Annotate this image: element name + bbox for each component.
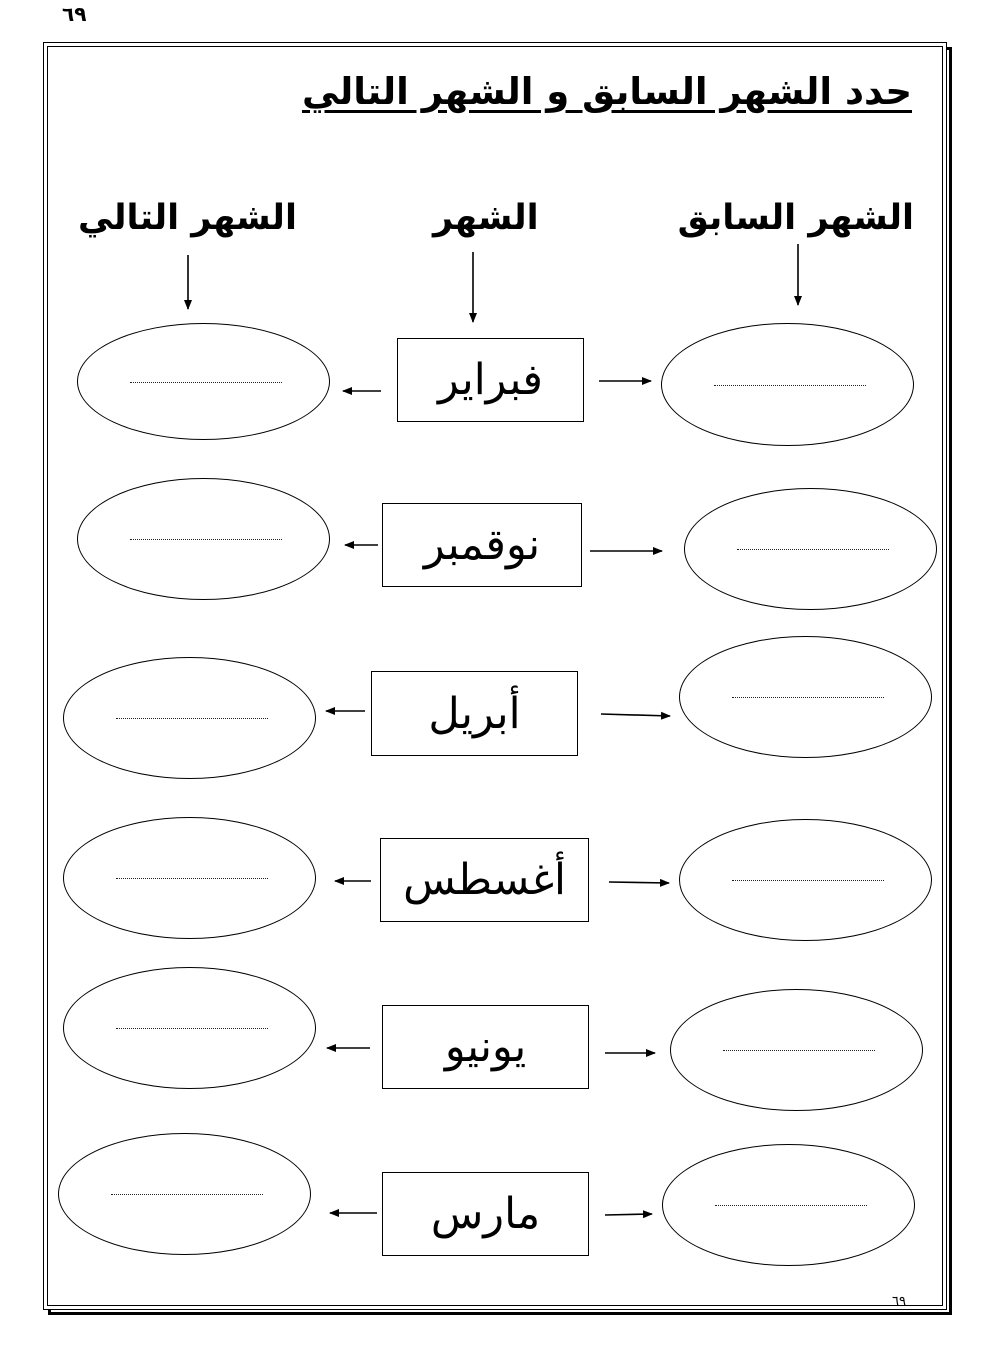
month-name: أغسطس: [403, 855, 566, 905]
month-name: أبريل: [428, 688, 521, 739]
header-previous-month: الشهر السابق: [677, 198, 914, 238]
header-month: الشهر: [433, 198, 539, 238]
month-name: يونيو: [444, 1022, 527, 1072]
arrow-right-icon: [601, 714, 670, 716]
worksheet-title: حدد الشهر السابق و الشهر التالي: [301, 70, 912, 113]
arrow-right-icon: [605, 1214, 652, 1215]
month-name: مارس: [430, 1189, 541, 1239]
month-name: نوقمبر: [423, 520, 541, 570]
header-next-month: الشهر التالي: [78, 198, 297, 238]
page-number-top: ٦٩: [62, 2, 87, 26]
page-number-bottom: ٦٩: [892, 1294, 906, 1309]
month-name: فبراير: [438, 355, 543, 405]
arrow-right-icon: [609, 882, 669, 883]
